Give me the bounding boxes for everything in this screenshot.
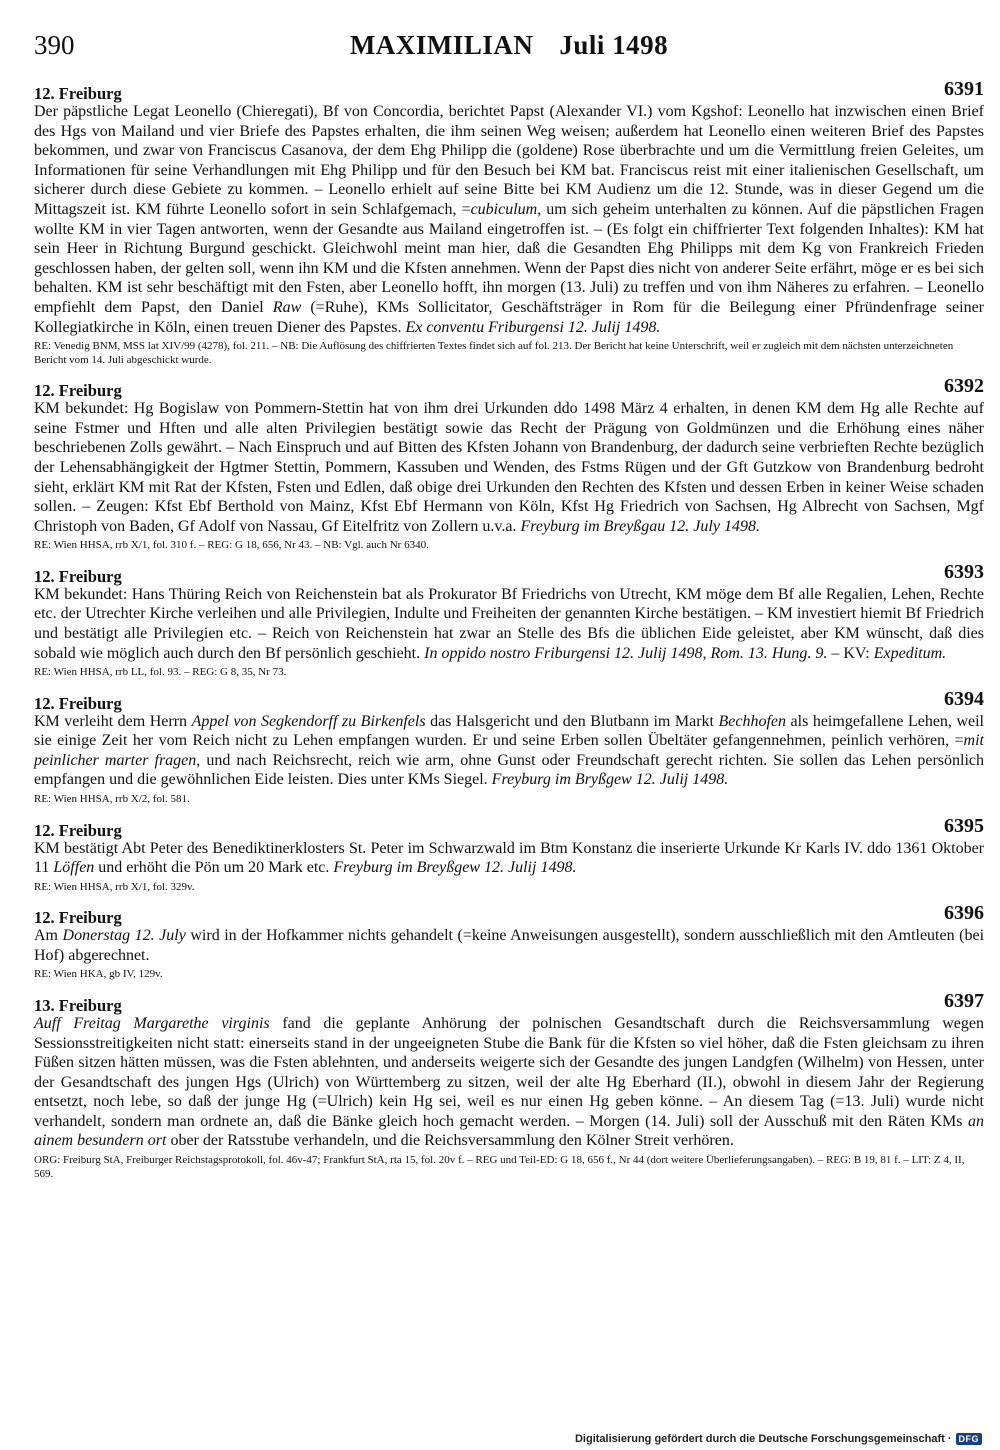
entry-text-run: , und nach Reichsrecht, reich wie arm, ohne Gunst oder Freundschaft gerecht richten. Sie sollen das Lehen persönlich empfangen und die gewöhnlichen Eide leisten. Dies unter KMs Siegel. bbox=[34, 751, 984, 789]
entry-header bbox=[34, 560, 984, 586]
entry-text-run: Am bbox=[34, 927, 63, 945]
entry-text-run: , um sich geheim unterhalten zu können. Auf die päpstlichen Fragen wollte KM in vier Tagen antworten, wenn der Gesandte aus Mailand eingetroffen ist. – (Es folgt ein chiffrierter Text folgenden Inhaltes): KM hat sein Heer in Richtung Burgund geschickt. Gleichwohl meint man hier, daß die Gesandten Ehg Philipps mit dem Kg von Frankreich Frieden geschlossen haben, der gelten soll, wenn ihn KM und die Kfsten annehmen. Wenn der Papst dies nicht von anderer Seite erfährt, möge er es bei sich behalten. KM ist sehr beschäftigt mit den Fsten, aber Leonello hofft, ihn morgen (13. Juli) zu treffen und von ihm Näheres zu erfahren. – Leonello empfiehlt dem Papst, den Daniel bbox=[34, 200, 984, 316]
entry-header bbox=[34, 902, 984, 928]
entry-header bbox=[34, 989, 984, 1015]
running-title-name: MAXIMILIAN bbox=[349, 30, 534, 60]
entry-header bbox=[34, 375, 984, 401]
entry-text-run: Der päpstliche Legat Leonello (Chieregati), Bf von Concordia, berichtet Papst (Alexander VI.) vom Kgshof: Leonello hat inzwischen einen Brief des Hgs von Mailand und vier Briefe des Papstes erhalten, die ihm seinen Weg weisen; außerdem hat Leonello einen weiteren Brief des Papstes bekommen, und zwar von Franciscus Casanova, der dem Ehg Philipp die (goldene) Rose überbrachte und um die Vermittlung freien Geleites, um Informationen für seine Verhandlungen mit Ehg Philipp und für den Besuch bei KM bat. Franciscus reist mit einer italienischen Gesellschaft, um sicherer durch diese Gebiete zu kommen. – Leonello erhielt auf seine Bitte bei KM Audienz um die 12. Stunde, was in dieser Gegend um die Mittagszeit ist. KM führte Leonello sofort in sein Schlafgemach, = bbox=[34, 103, 984, 218]
entry-text-run: das Halsgericht und den Blutbann im Markt bbox=[425, 712, 719, 730]
entry-text-italic: Expeditum. bbox=[873, 644, 947, 662]
entry-text-italic: an ainem besundern ort bbox=[34, 1112, 984, 1150]
entry-header bbox=[34, 78, 984, 103]
entry-text bbox=[34, 1014, 984, 1151]
entry bbox=[34, 814, 984, 895]
entry-number: 6396 bbox=[944, 902, 984, 925]
entry-reference: RE: Wien HHSA, rrb X/1, fol. 310 f. – REG: G 18, 656, Nr 43. – NB: Vgl. auch Nr 6340. bbox=[34, 539, 429, 552]
entry-header bbox=[34, 687, 984, 713]
entry bbox=[34, 78, 985, 367]
entry-text bbox=[34, 839, 984, 878]
entry bbox=[34, 989, 984, 1181]
entry-text bbox=[34, 712, 984, 790]
entry-text-run: fand die geplante Anhörung der polnischen Gesandtschaft durch die Reichsversammlung wegen Sessionsstreitigkeiten nicht statt: einerseits stand in der ungeeigneten Stube die Bank für die Kfsten so viel höher, daß die Fsten gleichsam zu ihren Füßen sitzen hätten müssen, was die Fsten ablehnten, und anderseits weigerte sich der Gesandte des jungen Landgfen (Wilhelm) von Hessen, unter der Gesandtschaft des jungen Hgs (Ulrich) von Württemberg zu sitzen, weil der alte Hg Eberhard (II.), obwohl in diesem Jahr der Regierung entsetzt, noch lebe, so daß der junge Hg (=Ulrich) kein Hg sei, weil es nur einen Hg geben könne. – An diesem Tag (=13. Juli) wurde nicht verhandelt, sondern man ordnete an, daß die Bänke gleich hoch gemacht werden. – Morgen (14. Juli) soll der Ausschuß mit den Räten KMs bbox=[34, 1014, 984, 1130]
entry bbox=[34, 902, 985, 982]
entry-text-run: KM bekundet: Hg Bogislaw von Pommern-Stettin hat von ihm drei Urkunden ddo 1498 März 4 erhalten, in denen KM dem Hg alle Rechte auf seine Fstmer und Hften und alle alten Privilegien bestätigt sowie das Recht der Prägung von Goldmünzen und die Erhöhung eines näher beschriebenen Zolls gewährt. – Nach Einspruch und auf Bitten des Kfsten Johann von Brandenburg, der dadurch seine verbrieften Rechte bezüglich der Lehensabhängigkeit der Hgtmer Stettin, Pommern, Kassuben und Wenden, des Fstms Rügen und der Gft Gutzkow von Brandenburg bedroht sieht, erklärt KM mit Rat der Kfsten, Fsten und Edlen, daß obige drei Urkunden den Rechten des Kfsten und dessen Erben in keiner Weise schaden sollen. – Zeugen: Kfst Ebf Berthold von Mainz, Kfst Ebf Hermann von Köln, Kfst Hg Friedrich von Sachsen, Hg Albrecht von Sachsen, Mgf Christoph von Baden, Gf Adolf von Nassau, Gf Eitelfritz von Zollern u.v.a. bbox=[34, 400, 984, 535]
entry bbox=[34, 687, 984, 807]
running-title-date: Juli 1498 bbox=[559, 30, 669, 60]
entry-date: 12. Freiburg bbox=[34, 84, 122, 103]
entry-reference: RE: Wien HKA, gb IV, 129v. bbox=[34, 968, 163, 981]
entry-number: 6397 bbox=[944, 989, 984, 1012]
entry-reference: RE: Wien HHSA, rrb X/2, fol. 581. bbox=[34, 793, 190, 806]
entry-text-run: – KV: bbox=[827, 644, 874, 662]
dfg-logo-icon: DFG bbox=[956, 1433, 983, 1445]
entry-text bbox=[34, 926, 984, 965]
entry-text-italic: Freyburg im Breyßgew 12. Julij 1498. bbox=[333, 859, 577, 877]
entry bbox=[34, 375, 984, 553]
entry-text-italic: In oppido nostro Friburgensi 12. Julij 1498, Rom. 13. Hung. 9. bbox=[424, 644, 828, 662]
entry-text-italic: Donerstag 12. July bbox=[62, 927, 186, 945]
running-title bbox=[34, 30, 984, 61]
entry-number: 6395 bbox=[944, 814, 984, 837]
entry-text-italic: mit peinlicher marter fragen bbox=[34, 732, 984, 769]
entry-reference: RE: Wien HHSA, rrb LL, fol. 93. – REG: G 8, 35, Nr 73. bbox=[34, 666, 287, 679]
entry-header bbox=[34, 814, 984, 840]
page-header bbox=[34, 30, 984, 70]
page-footer bbox=[575, 1433, 982, 1445]
entry-text-run: (=Ruhe), KMs Sollicitator, Geschäftsträger in Rom für die Beilegung einer Pfründenfrage seiner Kollegiatkirche in Köln, einen treuen Diener des Papstes. bbox=[34, 298, 985, 336]
entry-date: 12. Freiburg bbox=[34, 693, 122, 713]
entry-text-run: und erhöht die Pön um 20 Mark etc. bbox=[94, 859, 334, 877]
entry-text bbox=[34, 399, 984, 536]
entry-text bbox=[34, 102, 984, 337]
entry-text-italic: Ex conventu Friburgensi 12. Julij 1498. bbox=[405, 318, 661, 336]
entry-reference: RE: Venedig BNM, MSS lat XIV/99 (4278), fol. 211. – NB: Die Auflösung des chiffrierten Textes findet sich auf fol. 213. Der Bericht hat keine Unterschrift, weil er zugleich mit dem nächsten unterzeichneten Bericht vom 14. Juli abgeschickt wurde. bbox=[34, 340, 954, 366]
entry-date: 12. Freiburg bbox=[34, 381, 122, 401]
entry-text-italic: cubiculum bbox=[470, 200, 538, 218]
page-number: 390 bbox=[34, 30, 75, 60]
footer-text: Digitalisierung gefördert durch die Deutsche Forschungsgemeinschaft · bbox=[574, 1433, 952, 1445]
entry-reference: RE: Wien HHSA, rrb X/1, fol. 329v. bbox=[34, 880, 195, 893]
entries-list bbox=[34, 78, 985, 1181]
entry-text-italic: Freyburg im Breyßgau 12. July 1498. bbox=[520, 517, 760, 535]
entry-text-italic: Raw bbox=[272, 298, 302, 316]
entry-text-run: KM bekundet: Hans Thüring Reich von Reichenstein bat als Prokurator Bf Friedrichs von Utrecht, KM möge dem Bf alle Regalien, Lehen, Rechte etc. der Utrechter Kirche verleihen und alle Privilegien, Indulte und Freiheiten der genannten Kirche bestätigen. – KM investiert hiemit Bf Friedrich und bestätigt alle Privilegien etc. – Reich von Reichenstein hat zwar an Stelle des Bfs die üblichen Eide geleistet, aber KM wünscht, daß dies sobald wie möglich auch durch den Bf persönlich geschieht. bbox=[34, 585, 984, 662]
entry-text-italic: Bechhofen bbox=[718, 712, 787, 730]
entry-text-italic: Löffen bbox=[53, 859, 95, 877]
entry-text-italic: Appel von Segkendorff zu Birkenfels bbox=[191, 712, 426, 730]
entry-reference: ORG: Freiburg StA, Freiburger Reichstagsprotokoll, fol. 46v-47; Frankfurt StA, rta 15, fol. 20v f. – REG und Teil-ED: G 18, 656 f., Nr 44 (dort weitere Überlieferungsangaben). – REG: B 19, 81 f. – LIT: Z 4, II, 569. bbox=[34, 1154, 965, 1180]
entry-date: 13. Freiburg bbox=[34, 995, 122, 1015]
entry-number: 6391 bbox=[944, 78, 984, 100]
entry bbox=[34, 560, 984, 680]
entry-number: 6394 bbox=[944, 687, 984, 710]
entry-text-run: ober der Ratsstube verhandeln, und die Reichsversammlung den Kölner Streit verhören. bbox=[166, 1132, 734, 1150]
entry-date: 12. Freiburg bbox=[34, 820, 122, 840]
entry-text-run: als heimgefallene Lehen, weil sie einige Zeit her vom Reich nicht zu Lehen empfangen wurden. Er und seine Erben sollen Übeltäter gefangennehmen, peinlich verhören, = bbox=[34, 712, 984, 750]
entry-text-italic: Freyburg im Bryßgew 12. Julij 1498. bbox=[491, 771, 729, 789]
entry-text-run: KM verleiht dem Herrn bbox=[34, 712, 192, 730]
entry-text-run: wird in der Hofkammer nichts gehandelt (=keine Anweisungen ausgestellt), sondern ausschließlich mit den Amtleuten (bei Hof) abgerechnet. bbox=[34, 927, 985, 964]
entry-number: 6393 bbox=[944, 560, 984, 583]
entry-date: 12. Freiburg bbox=[34, 908, 122, 928]
entry-text-italic: Auff Freitag Margarethe virginis bbox=[34, 1014, 270, 1032]
entry-text-run: KM bestätigt Abt Peter des Benediktinerklosters St. Peter im Schwarzwald im Btm Konstanz die inserierte Urkunde Kr Karls IV. ddo 1361 Oktober 11 bbox=[34, 839, 984, 877]
entry-text bbox=[34, 585, 984, 663]
entry-date: 12. Freiburg bbox=[34, 566, 122, 586]
entry-number: 6392 bbox=[944, 375, 984, 398]
document-page bbox=[34, 30, 984, 1181]
